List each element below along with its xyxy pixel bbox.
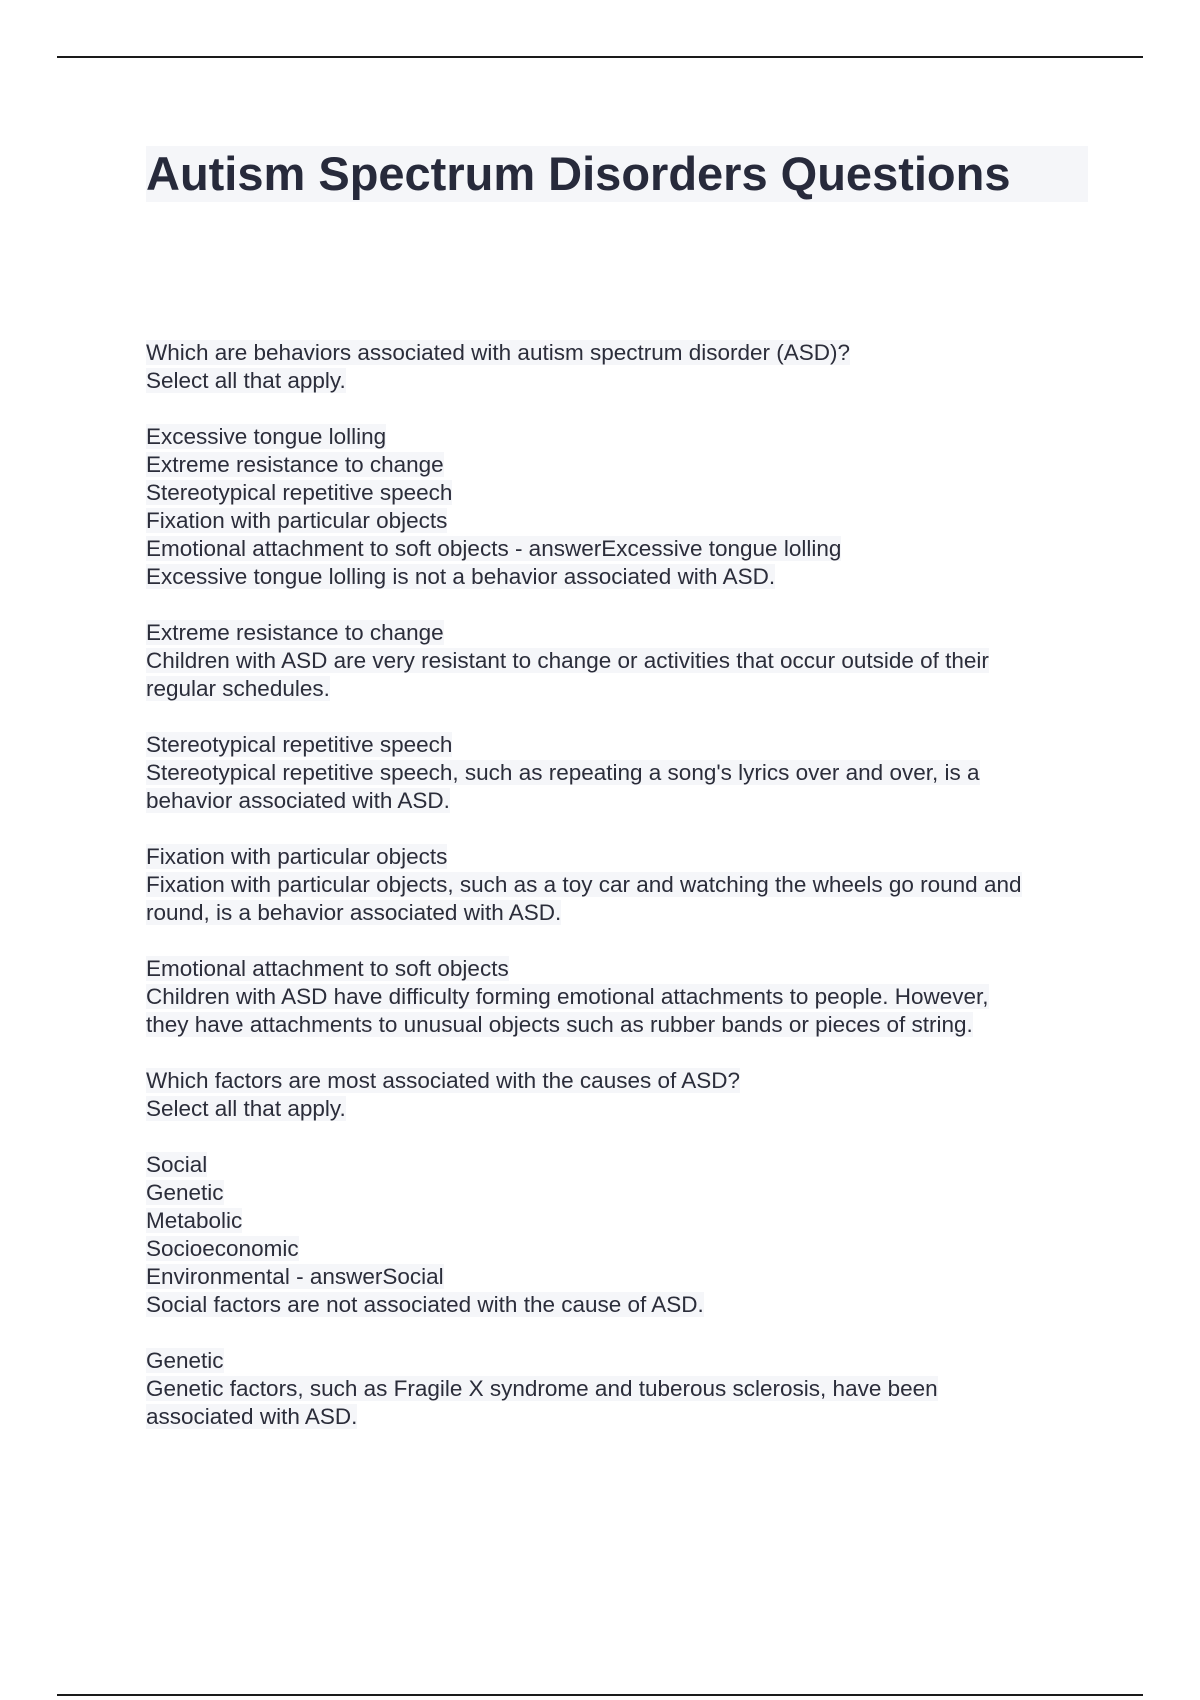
option-line: Social <box>146 1152 208 1177</box>
answer-block <box>146 1347 1106 1431</box>
document-body <box>146 339 1106 1459</box>
question-block <box>146 1067 1106 1123</box>
text-line: Children with ASD have difficulty forming emotional attachments to people. However, <box>146 984 989 1009</box>
text-line: Emotional attachment to soft objects <box>146 956 509 981</box>
text-line: Which are behaviors associated with autism spectrum disorder (ASD)? <box>146 340 851 365</box>
option-line: Excessive tongue lolling <box>146 424 387 449</box>
text-line: associated with ASD. <box>146 1404 358 1429</box>
text-line: round, is a behavior associated with ASD. <box>146 900 562 925</box>
option-line: Environmental - answerSocial <box>146 1264 444 1289</box>
text-line: Select all that apply. <box>146 1096 346 1121</box>
text-line: Stereotypical repetitive speech <box>146 732 453 757</box>
option-line: Metabolic <box>146 1208 243 1233</box>
text-line: they have attachments to unusual objects such as rubber bands or pieces of string. <box>146 1012 973 1037</box>
bottom-rule <box>57 1694 1143 1696</box>
text-line: Select all that apply. <box>146 368 346 393</box>
explanation-line: Social factors are not associated with the cause of ASD. <box>146 1292 704 1317</box>
text-line: Stereotypical repetitive speech, such as repeating a song's lyrics over and over, is a <box>146 760 980 785</box>
text-line: Fixation with particular objects, such as a toy car and watching the wheels go round and <box>146 872 1022 897</box>
option-line: Fixation with particular objects <box>146 508 448 533</box>
page-title: Autism Spectrum Disorders Questions <box>146 146 1088 202</box>
answer-block <box>146 955 1106 1039</box>
text-line: Extreme resistance to change <box>146 620 444 645</box>
text-line: regular schedules. <box>146 676 330 701</box>
text-line: Genetic factors, such as Fragile X syndrome and tuberous sclerosis, have been <box>146 1376 938 1401</box>
answer-block <box>146 731 1106 815</box>
top-rule <box>57 56 1143 58</box>
text-line: Children with ASD are very resistant to change or activities that occur outside of their <box>146 648 989 673</box>
explanation-line: Excessive tongue lolling is not a behavior associated with ASD. <box>146 564 776 589</box>
option-line: Socioeconomic <box>146 1236 299 1261</box>
option-line: Genetic <box>146 1180 224 1205</box>
text-line: Fixation with particular objects <box>146 844 448 869</box>
text-line: Genetic <box>146 1348 224 1373</box>
text-line: Which factors are most associated with the causes of ASD? <box>146 1068 741 1093</box>
option-line: Stereotypical repetitive speech <box>146 480 453 505</box>
answer-block <box>146 619 1106 703</box>
answer-block <box>146 843 1106 927</box>
options-block <box>146 423 1106 591</box>
option-line: Extreme resistance to change <box>146 452 444 477</box>
option-line: Emotional attachment to soft objects - answerExcessive tongue lolling <box>146 536 842 561</box>
options-block <box>146 1151 1106 1319</box>
text-line: behavior associated with ASD. <box>146 788 450 813</box>
question-block <box>146 339 1106 395</box>
